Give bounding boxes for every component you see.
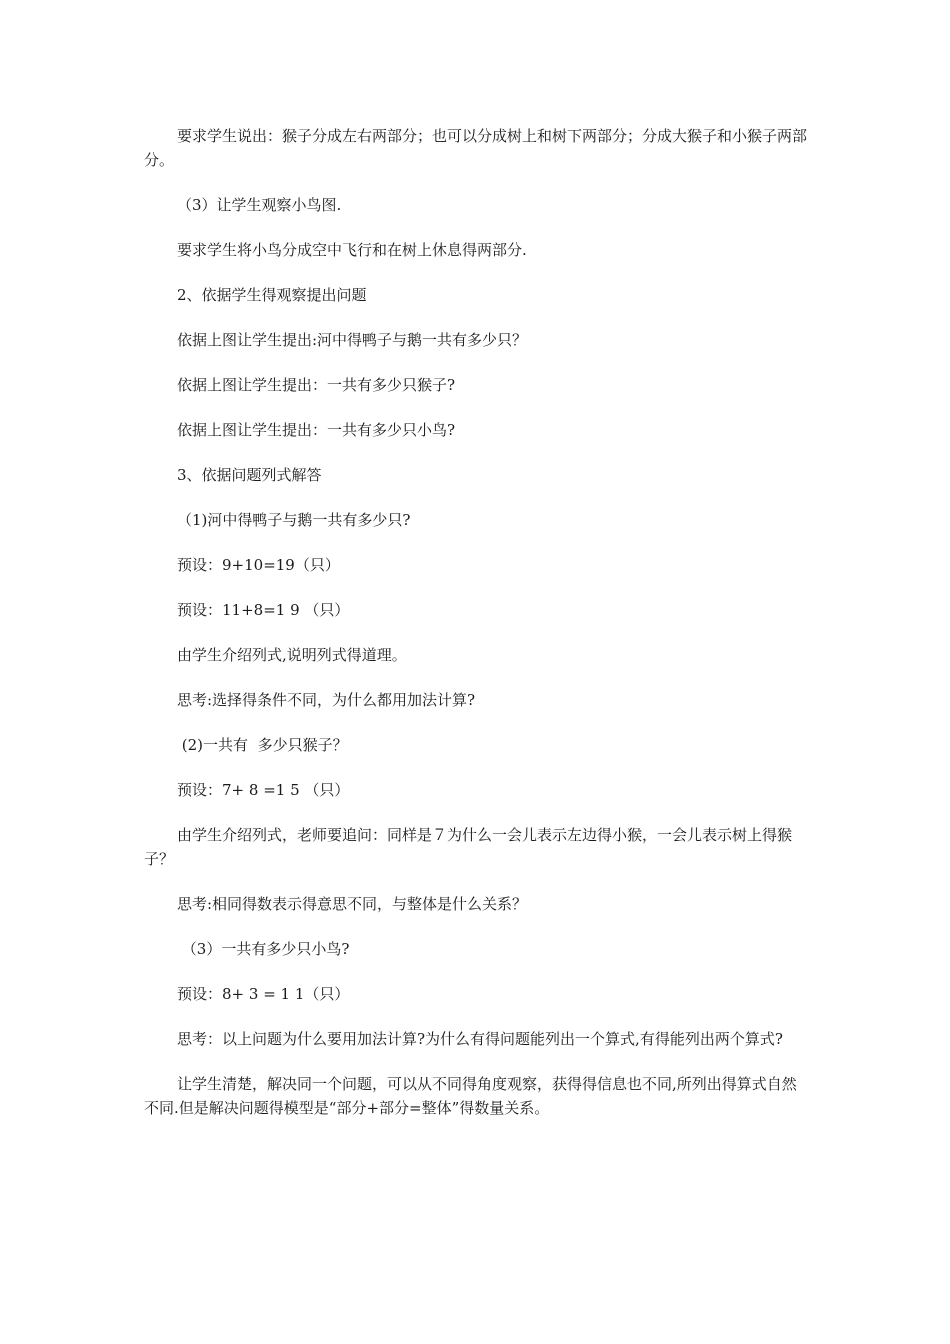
paragraph-explain-1: 由学生介绍列式,说明列式得道理。: [177, 646, 407, 664]
section-heading-ask-questions: 2、依据学生得观察提出问题: [177, 286, 367, 304]
section-heading-solve: 3、依据问题列式解答: [177, 466, 322, 484]
paragraph-question-monkeys: 依据上图让学生提出：一共有多少只猴子?: [177, 376, 456, 394]
paragraph-problem-3: （3）一共有多少只小鸟?: [177, 940, 350, 958]
paragraph-monkey-split: 要求学生说出：猴子分成左右两部分；也可以分成树上和树下两部分；分成大猴子和小猴子两部分。: [144, 127, 808, 169]
paragraph-question-birds: 依据上图让学生提出：一共有多少只小鸟?: [177, 421, 456, 439]
paragraph-explain-2: 由学生介绍列式，老师要追问：同样是７为什么一会儿表示左边得小猴，一会儿表示树上得猴子？: [144, 826, 793, 868]
paragraph-preset-1a: 预设：9+10=19（只）: [177, 556, 340, 574]
paragraph-question-ducks: 依据上图让学生提出:河中得鸭子与鹅一共有多少只？: [177, 331, 528, 349]
paragraph-conclusion: 让学生清楚，解决同一个问题，可以从不同得角度观察，获得得信息也不同,所列出得算式自然不同.但是解决问题得模型是“部分+部分=整体”得数量关系。: [144, 1075, 797, 1117]
paragraph-preset-2: 预设：7+ 8 =1 5 （只）: [177, 781, 350, 799]
paragraph-problem-1: （1)河中得鸭子与鹅一共有多少只?: [177, 511, 411, 529]
paragraph-think-1: 思考:选择得条件不同，为什么都用加法计算?: [177, 691, 476, 709]
paragraph-think-3: 思考：以上问题为什么要用加法计算?为什么有得问题能列出一个算式,有得能列出两个算式?: [177, 1030, 783, 1048]
paragraph-preset-3: 预设：8+ 3 = 1 1（只）: [177, 985, 350, 1003]
paragraph-bird-split: 要求学生将小鸟分成空中飞行和在树上休息得两部分.: [177, 241, 527, 259]
paragraph-problem-2: (2)一共有 多少只猴子？: [177, 736, 348, 754]
paragraph-bird-observe: （3）让学生观察小鸟图.: [177, 196, 342, 214]
paragraph-think-2: 思考:相同得数表示得意思不同，与整体是什么关系？: [177, 895, 528, 913]
paragraph-preset-1b: 预设：11+8=1 9 （只）: [177, 601, 350, 619]
document-body: [144, 124, 810, 1120]
